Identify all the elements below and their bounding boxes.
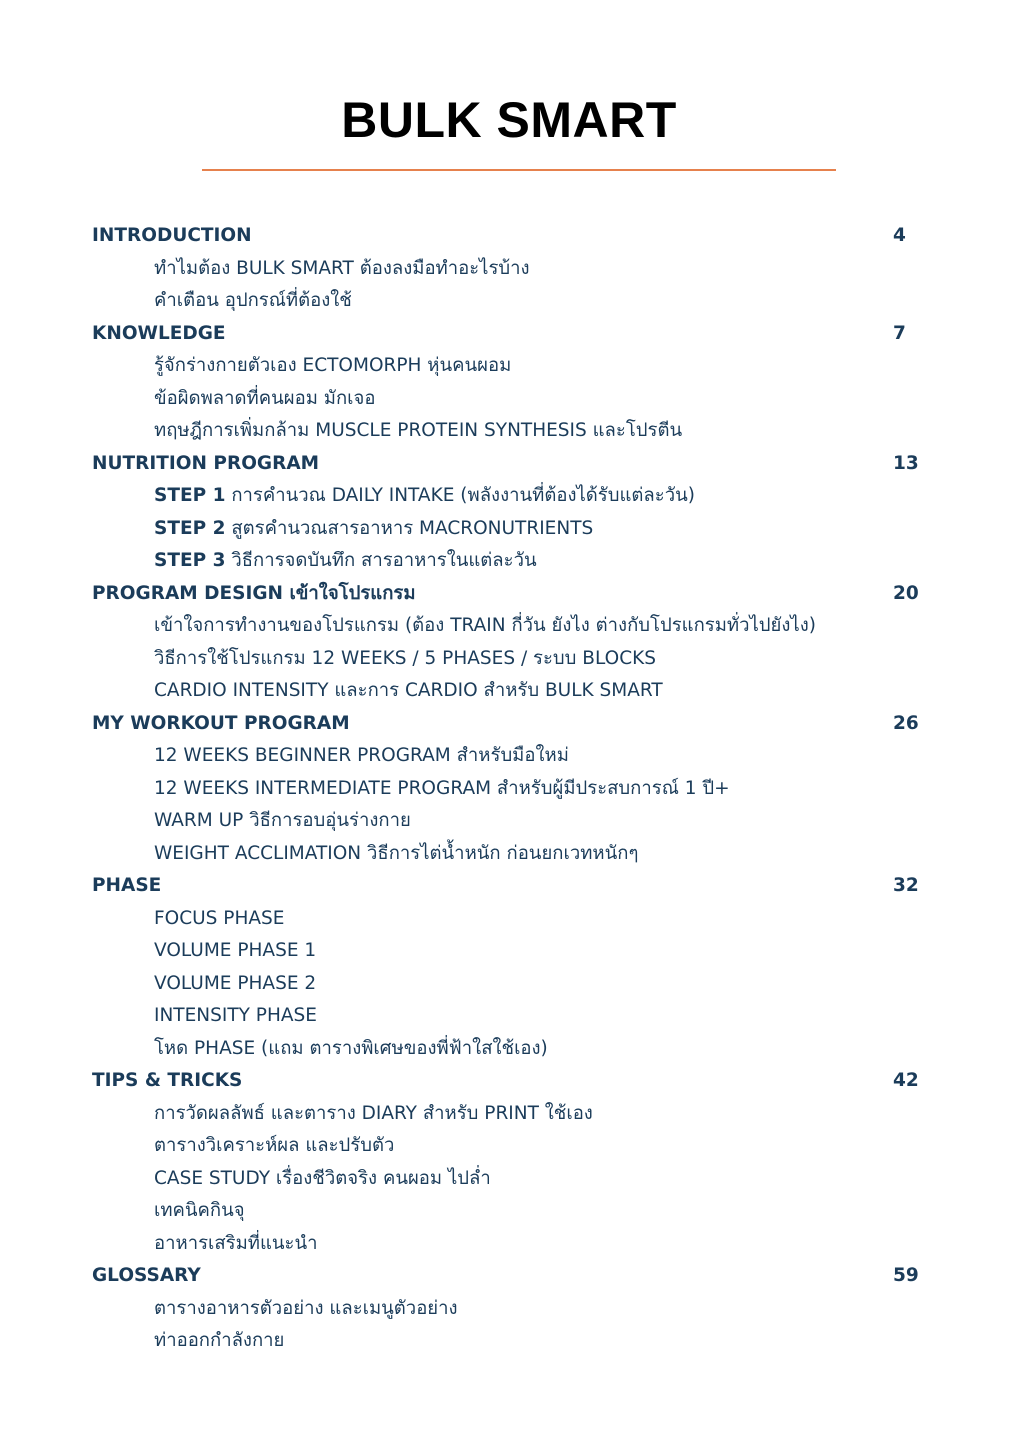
toc-subitem-text: ข้อผิดพลาดที่คนผอม มักเจอ <box>154 387 376 409</box>
toc-subitem <box>92 773 922 806</box>
toc-subitem-text: การคำนวณ DAILY INTAKE (พลังงานที่ต้องได้รับแต่ละวัน) <box>225 485 695 506</box>
toc-subitem <box>92 1293 922 1326</box>
toc-subitem-text: ตารางอาหารตัวอย่าง และเมนูตัวอย่าง <box>154 1297 458 1319</box>
toc-section-title: KNOWLEDGE <box>92 322 226 344</box>
toc-section-title: NUTRITION PROGRAM <box>92 452 320 474</box>
toc-section <box>92 448 922 481</box>
toc-subitem <box>92 968 922 1001</box>
toc-page-number: 20 <box>893 582 919 604</box>
toc-subitem-text: 12 WEEKS INTERMEDIATE PROGRAM สำหรับผู้มีประสบการณ์ 1 ปี+ <box>154 777 730 799</box>
toc-subitem-text: วิธีการใช้โปรแกรม 12 WEEKS / 5 PHASES / ระบบ BLOCKS <box>154 647 656 669</box>
toc-subitem <box>92 1325 922 1358</box>
toc-subitem-text: เทคนิคกินจุ <box>154 1200 245 1221</box>
toc-subitem-text: ทำไมต้อง BULK SMART ต้องลงมือทำอะไรบ้าง <box>154 257 530 279</box>
toc-subitem <box>92 415 922 448</box>
toc-subitem <box>92 838 922 871</box>
toc-section-title: TIPS & TRICKS <box>92 1070 243 1091</box>
toc-subitem-text: โหด PHASE (แถม ตารางพิเศษของพี่ฟ้าใสใช้เอง) <box>154 1037 548 1059</box>
toc-subitem <box>92 350 922 383</box>
toc-subitem-text: ท่าออกกำลังกาย <box>154 1330 285 1351</box>
toc-subitem <box>92 675 922 708</box>
toc-subitem <box>92 1195 922 1228</box>
table-of-contents <box>92 220 922 1358</box>
toc-step-label: STEP 1 <box>154 485 226 506</box>
toc-subitem <box>92 383 922 416</box>
toc-section <box>92 870 922 903</box>
toc-subitem <box>92 610 922 643</box>
toc-subitem <box>92 1000 922 1033</box>
document-title: BULK SMART <box>341 92 677 148</box>
toc-page-number: 32 <box>893 875 919 896</box>
title-divider <box>202 169 836 171</box>
toc-subitem <box>92 1033 922 1066</box>
toc-subitem <box>92 1163 922 1196</box>
toc-section <box>92 1260 922 1293</box>
toc-section <box>92 220 922 253</box>
toc-step-label: STEP 2 <box>154 517 226 539</box>
toc-page-number: 42 <box>893 1070 919 1091</box>
toc-subitem-text: CASE STUDY เรื่องชีวิตจริง คนผอม ไปล่ำ <box>154 1167 491 1189</box>
toc-page-number: 7 <box>893 322 906 344</box>
toc-subitem-text: คำเตือน อุปกรณ์ที่ต้องใช้ <box>154 290 352 311</box>
toc-subitem-text: อาหารเสริมที่แนะนำ <box>154 1232 318 1254</box>
toc-subitem <box>92 903 922 936</box>
toc-subitem <box>92 643 922 676</box>
toc-page-number: 4 <box>893 225 906 246</box>
toc-subitem-text: การวัดผลลัพธ์ และตาราง DIARY สำหรับ PRINT ใช้เอง <box>154 1102 593 1124</box>
toc-page-number: 26 <box>893 712 919 734</box>
toc-section-title: INTRODUCTION <box>92 225 252 246</box>
toc-subitem <box>92 740 922 773</box>
toc-subitem-text: WARM UP วิธีการอบอุ่นร่างกาย <box>154 810 411 831</box>
toc-subitem-text: INTENSITY PHASE <box>154 1005 317 1026</box>
toc-section-title: PROGRAM DESIGN เข้าใจโปรแกรม <box>92 582 416 604</box>
toc-subitem-text: CARDIO INTENSITY และการ CARDIO สำหรับ BULK SMART <box>154 680 663 701</box>
toc-subitem-text: WEIGHT ACCLIMATION วิธีการไต่น้ำหนัก ก่อนยกเวทหนักๆ <box>154 842 639 864</box>
toc-subitem <box>92 285 922 318</box>
toc-section <box>92 1065 922 1098</box>
toc-page-number: 59 <box>893 1265 919 1286</box>
toc-section-title: GLOSSARY <box>92 1265 201 1286</box>
toc-subitem-text: วิธีการจดบันทึก สารอาหารในแต่ละวัน <box>225 550 537 571</box>
toc-subitem-text: รู้จักร่างกายตัวเอง ECTOMORPH หุ่นคนผอม <box>154 355 512 376</box>
toc-subitem-text: ทฤษฎีการเพิ่มกล้าม MUSCLE PROTEIN SYNTHESIS และโปรตีน <box>154 420 683 441</box>
toc-section <box>92 318 922 351</box>
toc-subitem-text: ตารางวิเคราะห์ผล และปรับตัว <box>154 1135 395 1156</box>
toc-section-title: PHASE <box>92 875 162 896</box>
toc-section <box>92 708 922 741</box>
toc-subitem-text: เข้าใจการทำงานของโปรแกรม (ต้อง TRAIN กี่วัน ยังไง ต่างกับโปรแกรมทั่วไปยังไง) <box>154 615 816 636</box>
toc-subitem-text: FOCUS PHASE <box>154 907 285 929</box>
toc-page-number: 13 <box>893 452 919 474</box>
toc-subitem <box>92 480 922 513</box>
toc-step-label: STEP 3 <box>154 550 226 571</box>
toc-subitem <box>92 1228 922 1261</box>
toc-subitem-text: สูตรคำนวณสารอาหาร MACRONUTRIENTS <box>225 517 594 539</box>
toc-subitem-text: VOLUME PHASE 2 <box>154 972 317 994</box>
toc-section-title: MY WORKOUT PROGRAM <box>92 712 350 734</box>
toc-subitem <box>92 253 922 286</box>
toc-subitem <box>92 935 922 968</box>
toc-subitem <box>92 545 922 578</box>
toc-subitem <box>92 1098 922 1131</box>
toc-subitem <box>92 1130 922 1163</box>
toc-subitem <box>92 805 922 838</box>
toc-subitem-text: 12 WEEKS BEGINNER PROGRAM สำหรับมือใหม่ <box>154 745 569 766</box>
toc-subitem-text: VOLUME PHASE 1 <box>154 940 317 961</box>
toc-section <box>92 578 922 611</box>
toc-subitem <box>92 513 922 546</box>
